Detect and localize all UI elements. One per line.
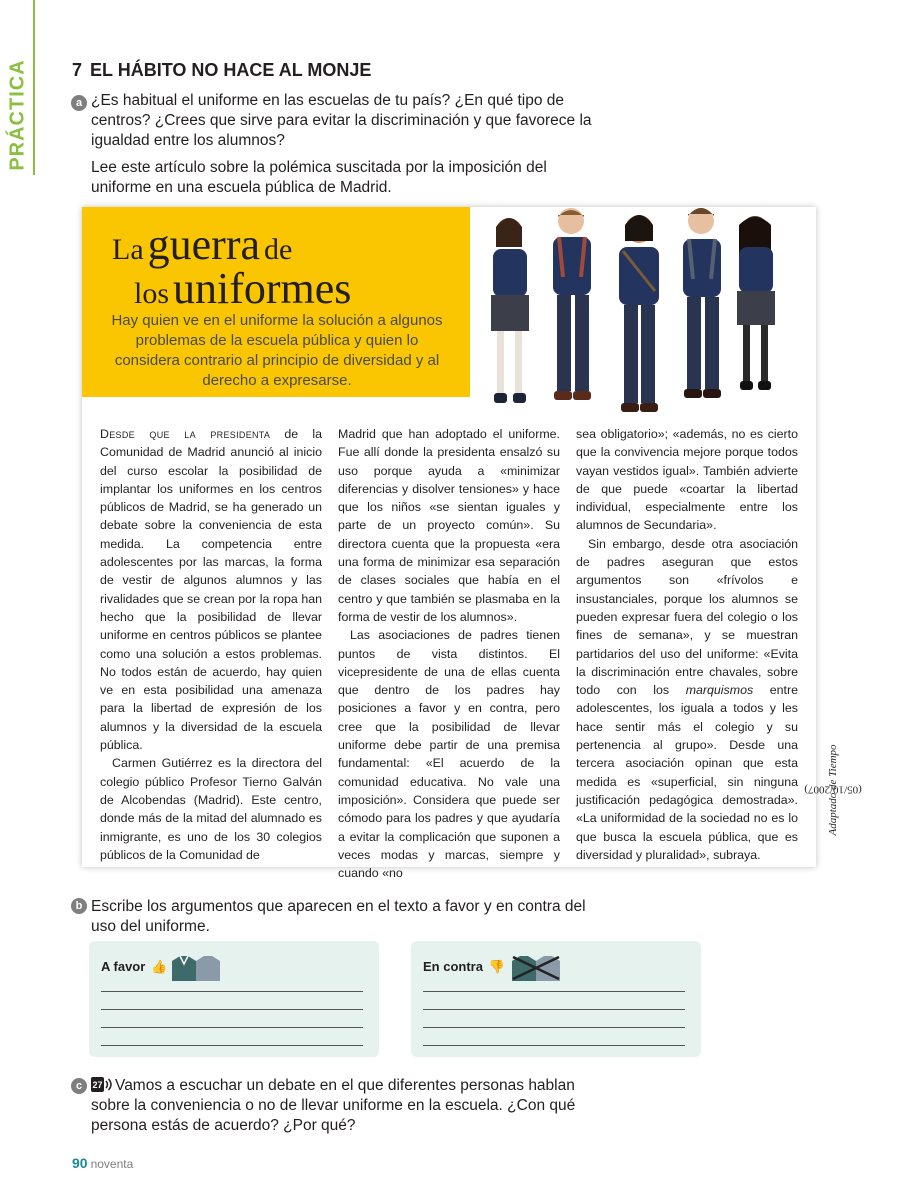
headline-word: de (264, 233, 293, 266)
article-body (100, 425, 800, 881)
headline-box (82, 207, 470, 397)
article-paragraph: Madrid que han adoptado el uniforme. Fue allí donde la presidenta ensalzó su uso porque ayuda a «minimizar diferencias y disolver tensiones» y hace que los niños «se sientan iguales y parte de un proyecto común». Su directora cuenta que la propuesta «era una forma de minimizar esa separación de clases sociales que había en el centro y que también se plasmaba en la forma de vestir de los alumnos». (338, 427, 560, 624)
speaker-audio-icon[interactable] (91, 1076, 113, 1093)
part-a-instruction: Lee este artículo sobre la polémica suscitada por la imposición del uniforme en una escuela pública de Madrid. (91, 159, 547, 196)
headline-word: los (134, 277, 170, 310)
article-card (82, 207, 816, 881)
paragraph-text: entre adolescentes, los iguala a todos y les hace sentir más el colegio y su pertenencia al grupo». Desde una tercera asociación opinan que esta medida es «superficial, sin ninguna justificación pedagógica demostrada». «La uniformidad de la sociedad no es lo que busca la escuela pública, que es diversidad y pluralidad», subraya. (576, 683, 798, 862)
source-publication: Adaptado de Tiempo (827, 744, 839, 836)
answer-line[interactable] (101, 1009, 363, 1010)
answer-line[interactable] (423, 1027, 685, 1028)
section-tab-label: PRÁCTICA (6, 59, 29, 171)
student-figure (553, 208, 591, 400)
contra-box (411, 941, 701, 1057)
paragraph-emphasis: marquismos (685, 683, 754, 698)
article-paragraph: Carmen Gutiérrez es la directora del colegio público Profesor Tierno Galván de Alcobendas (Madrid). Este centro, donde más de la mitad del alumnado es inmigrante, es uno de los 30 colegios públicos de la Comunidad de (100, 756, 322, 862)
student-figure (619, 215, 659, 412)
article-column-1 (100, 425, 322, 864)
part-a-badge: a (71, 95, 87, 111)
answer-line[interactable] (101, 991, 363, 992)
student-figure (491, 218, 529, 403)
student-figure (737, 216, 775, 390)
part-c-instruction: Vamos a escuchar un debate en el que diferentes personas hablan sobre la conveniencia o no de llevar uniforme en la escuela. ¿Con qué persona estás de acuerdo? ¿Por qué? (91, 1077, 576, 1134)
uniform-icon (169, 953, 223, 983)
exercise-title-text: EL HÁBITO NO HACE AL MONJE (90, 60, 372, 80)
side-accent-line (33, 0, 35, 175)
article-subtitle: Hay quien ve en el uniforme la solución a algunos problemas de la escuela pública y quien lo considera contrario al principio de diversidad y al derecho a expresarse. (111, 312, 443, 389)
opening-smallcaps: Desde que la presidenta (100, 427, 271, 441)
source-date: (05/10/2007) (804, 784, 862, 796)
article-column-3 (576, 425, 798, 864)
favor-box (89, 941, 379, 1057)
part-b-instruction: Escribe los argumentos que aparecen en el texto a favor y en contra del uso del uniforme. (91, 898, 586, 935)
article-headline (112, 220, 352, 313)
part-b-badge: b (71, 898, 87, 914)
part-c-question (91, 1076, 591, 1136)
answer-line[interactable] (101, 1045, 363, 1046)
article-source (804, 705, 862, 875)
part-a-question: ¿Es habitual el uniforme en las escuelas de tu país? ¿En qué tipo de centros? ¿Crees que sirve para evitar la discriminación y que favorece la igualdad entre los alumnos? (91, 92, 592, 149)
thumb-up-icon: 👍 (150, 959, 168, 974)
contra-label (423, 959, 505, 975)
headline-word: guerra (147, 220, 261, 269)
section-tab (6, 60, 30, 170)
page-footer (72, 1155, 133, 1171)
part-c-badge: c (71, 1078, 87, 1094)
answer-line[interactable] (423, 1045, 685, 1046)
answer-line[interactable] (423, 1009, 685, 1010)
paragraph-text: de la Comunidad de Madrid anunció al inicio del curso escolar la posibilidad de implantar los uniformes en los centros públicos de Madrid, se ha generado un debate sobre la conveniencia de esta medida. La competencia entre adolescentes por las marcas, la forma de vestir de algunos alumnos y las rivalidades que se crean por la ropa han hecho que la posibilidad de llevar uniforme en centros públicos se plantee como una solución a estos problemas. No todos están de acuerdo, hay quien ve en esta posibilidad una amenaza para la libertad de expresión de los alumnos y la diversidad de la escuela pública. (100, 427, 323, 753)
article-paragraph (576, 535, 798, 864)
article-paragraph: Las asociaciones de padres tienen puntos de vista distintos. El vicepresidente de una de ellas cuenta que dentro de los padres hay posiciones a favor y en contra, pero cree que la posibilidad de llevar uniforme debe partir de una premisa fundamental: «El acuerdo de la comunidad educativa. No vale una imposición». Considera que puede ser cómodo para los padres y que ayudaría a evitar la complicación que suponen a veces modas y marcas, siempre y cuando «no (338, 628, 560, 881)
students-photo (477, 207, 797, 422)
favor-label (101, 959, 167, 975)
favor-label-text: A favor (101, 959, 146, 974)
article-paragraph: sea obligatorio»; «además, no es cierto que la convivencia mejore porque todos vayan vestidos igual». También advierte de que puede «coartar la libertad individual, especialmente entre los alumnos de Secundaria». (576, 427, 798, 533)
paragraph-text: Sin embargo, desde otra asociación de padres aseguran que estos argumentos son «frívolos e insustanciales, porque los alumnos se pueden expresar fuera del colegio o los fines de semana», y se muestran partidarios del uso del uniforme: «Evita la discriminación entre chavales, sobre todo con los (576, 536, 798, 698)
exercise-title (72, 60, 371, 81)
article-column-2 (338, 425, 560, 882)
contra-label-text: En contra (423, 959, 483, 974)
exercise-number: 7 (72, 60, 83, 80)
headline-word: uniformes (173, 264, 352, 313)
student-figure (683, 208, 721, 398)
headline-word: La (112, 233, 144, 266)
audio-track-number: 27 (92, 1080, 103, 1090)
page-number-word: noventa (90, 1157, 134, 1171)
answer-line[interactable] (101, 1027, 363, 1028)
page-number: 90 (72, 1155, 88, 1171)
uniform-crossed-icon (509, 953, 563, 983)
answer-line[interactable] (423, 991, 685, 992)
article-paragraph (100, 425, 322, 754)
thumb-down-icon: 👎 (488, 959, 505, 974)
